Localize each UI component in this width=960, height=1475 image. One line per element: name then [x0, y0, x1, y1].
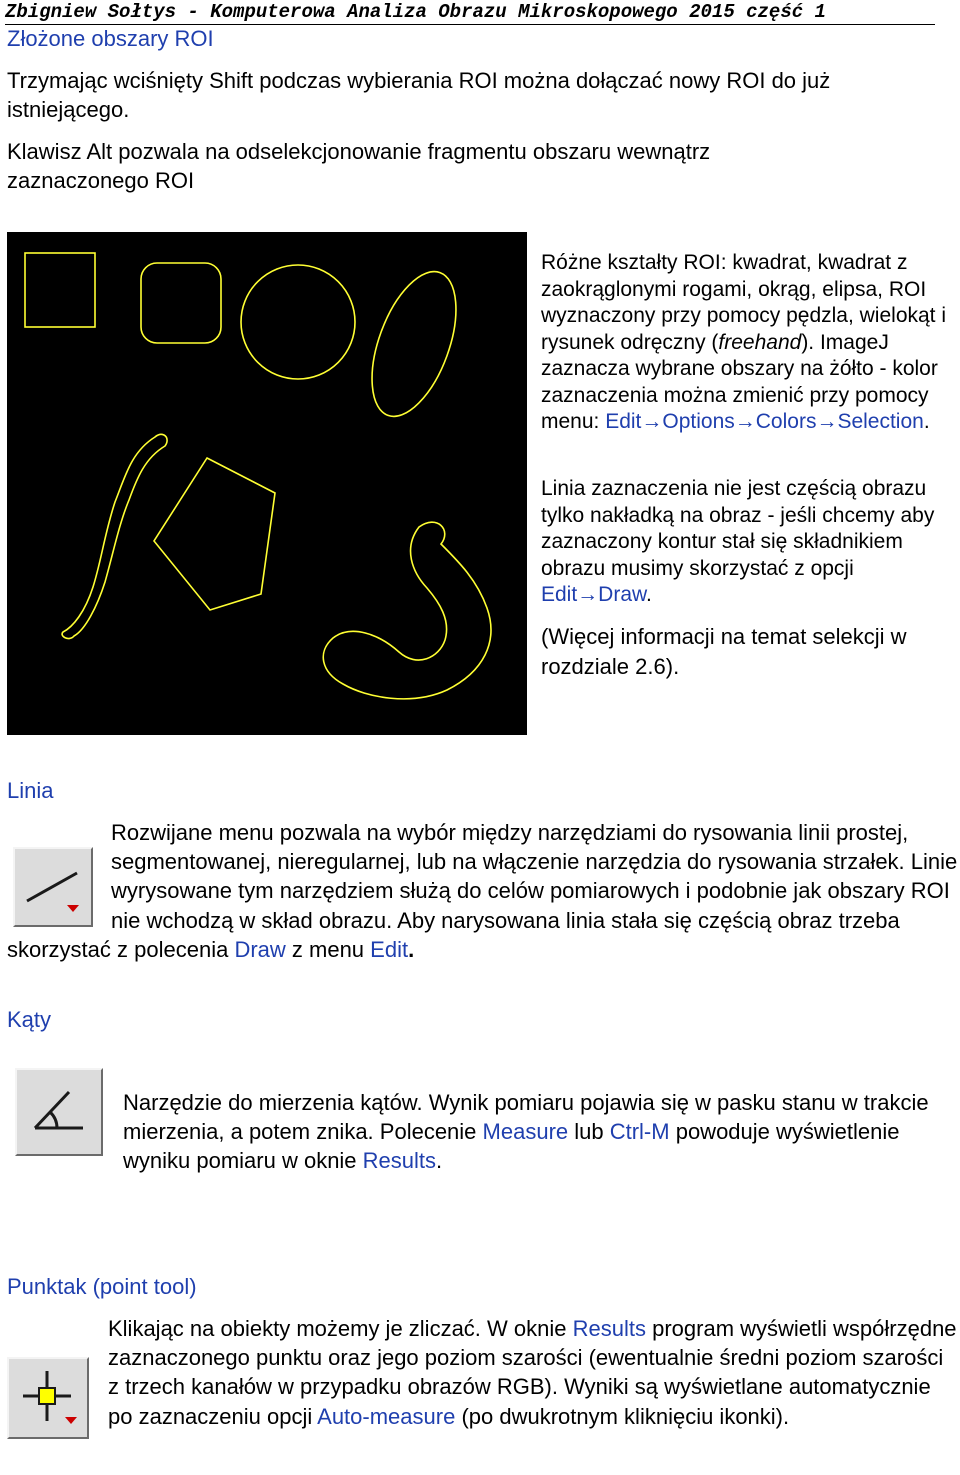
- float-spacer: [0, 818, 111, 933]
- linia-text: Rozwijane menu pozwala na wybór między narzędziami do rysowania linii prostej, segmentowanej, nieregularnej, lub na włączenie narzędzia do rysowania strzałek. Linie wyrysowane tym narzędziem służą do celów pomiarowych i podobnie jak obszary ROI nie wchodzą w skład obrazu. Aby narysowana linia stała się częścią obraz trzeba skorzystać z polecenia: [7, 820, 958, 962]
- roi-brush: [62, 434, 167, 638]
- paragraph-shift: Trzymając wciśnięty Shift podczas wybierania ROI można dołączać nowy ROI do już istniejącego.: [7, 68, 831, 122]
- katy-text: powoduje wyświetlenie wyniku pomiaru w oknie: [123, 1119, 900, 1174]
- heading-katy: Kąty: [7, 1007, 52, 1032]
- heading-zlozone-roi: Złożone obszary ROI: [7, 26, 214, 51]
- paragraph-katy: [123, 1088, 953, 1176]
- page-header: Zbigniew Sołtys - Komputerowa Analiza Obrazu Mikroskopowego 2015 część 1: [5, 0, 935, 25]
- figure-desc-text: Linia zaznaczenia nie jest częścią obrazu tylko nakładką na obraz - jeśli chcemy aby zaznaczony kontur stał się składnikiem obrazu musimy skorzystać z opcji: [541, 477, 935, 580]
- paragraph-alt: Klawisz Alt pozwala na odselekcjonowanie fragmentu obszaru wewnątrz zaznaczonego ROI: [7, 139, 711, 193]
- results-window-link[interactable]: Results: [572, 1316, 646, 1341]
- roi-rounded-square: [141, 263, 221, 343]
- paragraph-linia: [0, 818, 960, 964]
- angle-tool-button[interactable]: [15, 1068, 103, 1156]
- results-window-link[interactable]: Results: [362, 1148, 437, 1174]
- roi-polygon: [154, 458, 275, 610]
- figure-desc-text: ). ImageJ zaznacza wybrane obszary na żółto - kolor zaznaczenia można zmienić przy pomocy menu:: [541, 330, 938, 433]
- figure-desc-text: .: [646, 583, 652, 606]
- figure-desc-freehand: freehand: [718, 330, 802, 354]
- paragraph-linia-body: [0, 818, 960, 964]
- roi-freehand: [323, 522, 491, 699]
- roi-ellipse: [355, 261, 473, 428]
- punktak-text: Klikając na obiekty możemy je zliczać. W oknie: [108, 1316, 573, 1341]
- figure-desc-text: .: [923, 410, 930, 433]
- measure-command-link[interactable]: Measure: [482, 1119, 569, 1145]
- figure-description-2: [541, 476, 960, 609]
- figure-description-3: (Więcej informacji na temat selekcji w rozdziale 2.6).: [541, 624, 907, 679]
- auto-measure-option-link[interactable]: Auto-measure: [317, 1403, 456, 1429]
- roi-circle: [241, 265, 355, 379]
- punktak-text: program wyświetli współrzędne zaznaczonego punktu oraz jego poziom szarości (ewentualnie średni poziom szarości z trzech kanałów w przypadku obrazów RGB). Wyniki są wyświetlane automatycznie po zaznaczeniu opcji: [108, 1316, 957, 1429]
- katy-text: lub: [568, 1119, 610, 1145]
- roi-shapes-figure: [7, 232, 527, 735]
- katy-text: Narzędzie do mierzenia kątów. Wynik pomiaru pojawia się w pasku stanu w trakcie mierzenia, a potem znika. Polecenie: [123, 1090, 929, 1145]
- angle-tool-icon: [17, 1070, 101, 1154]
- menu-path-draw-link[interactable]: Edit→Draw: [541, 583, 647, 606]
- heading-linia: Linia: [7, 778, 54, 803]
- draw-command-link[interactable]: Draw: [234, 936, 286, 962]
- figure-description-1: [541, 250, 960, 436]
- roi-square: [25, 253, 95, 327]
- heading-punktak: Punktak (point tool): [7, 1274, 197, 1299]
- paragraph-punktak: [7, 1314, 960, 1475]
- float-spacer: [7, 1343, 108, 1475]
- edit-menu-link[interactable]: Edit: [370, 936, 409, 962]
- punktak-text: (po dwukrotnym kliknięciu ikonki).: [455, 1403, 790, 1429]
- menu-path-selection-link[interactable]: Edit→Options→Colors→Selection: [605, 410, 924, 433]
- roi-shapes-svg: [7, 232, 527, 735]
- katy-text: .: [436, 1148, 443, 1174]
- linia-text: z menu: [285, 936, 371, 962]
- figure-desc-text: Różne kształty ROI: kwadrat, kwadrat z zaokrąglonymi rogami, okrąg, elipsa, ROI wyznaczony przy pomocy pędzla, wielokąt i rysunek odręczny (: [541, 251, 947, 354]
- ctrl-m-shortcut[interactable]: Ctrl-M: [609, 1119, 670, 1145]
- linia-text: .: [408, 936, 415, 962]
